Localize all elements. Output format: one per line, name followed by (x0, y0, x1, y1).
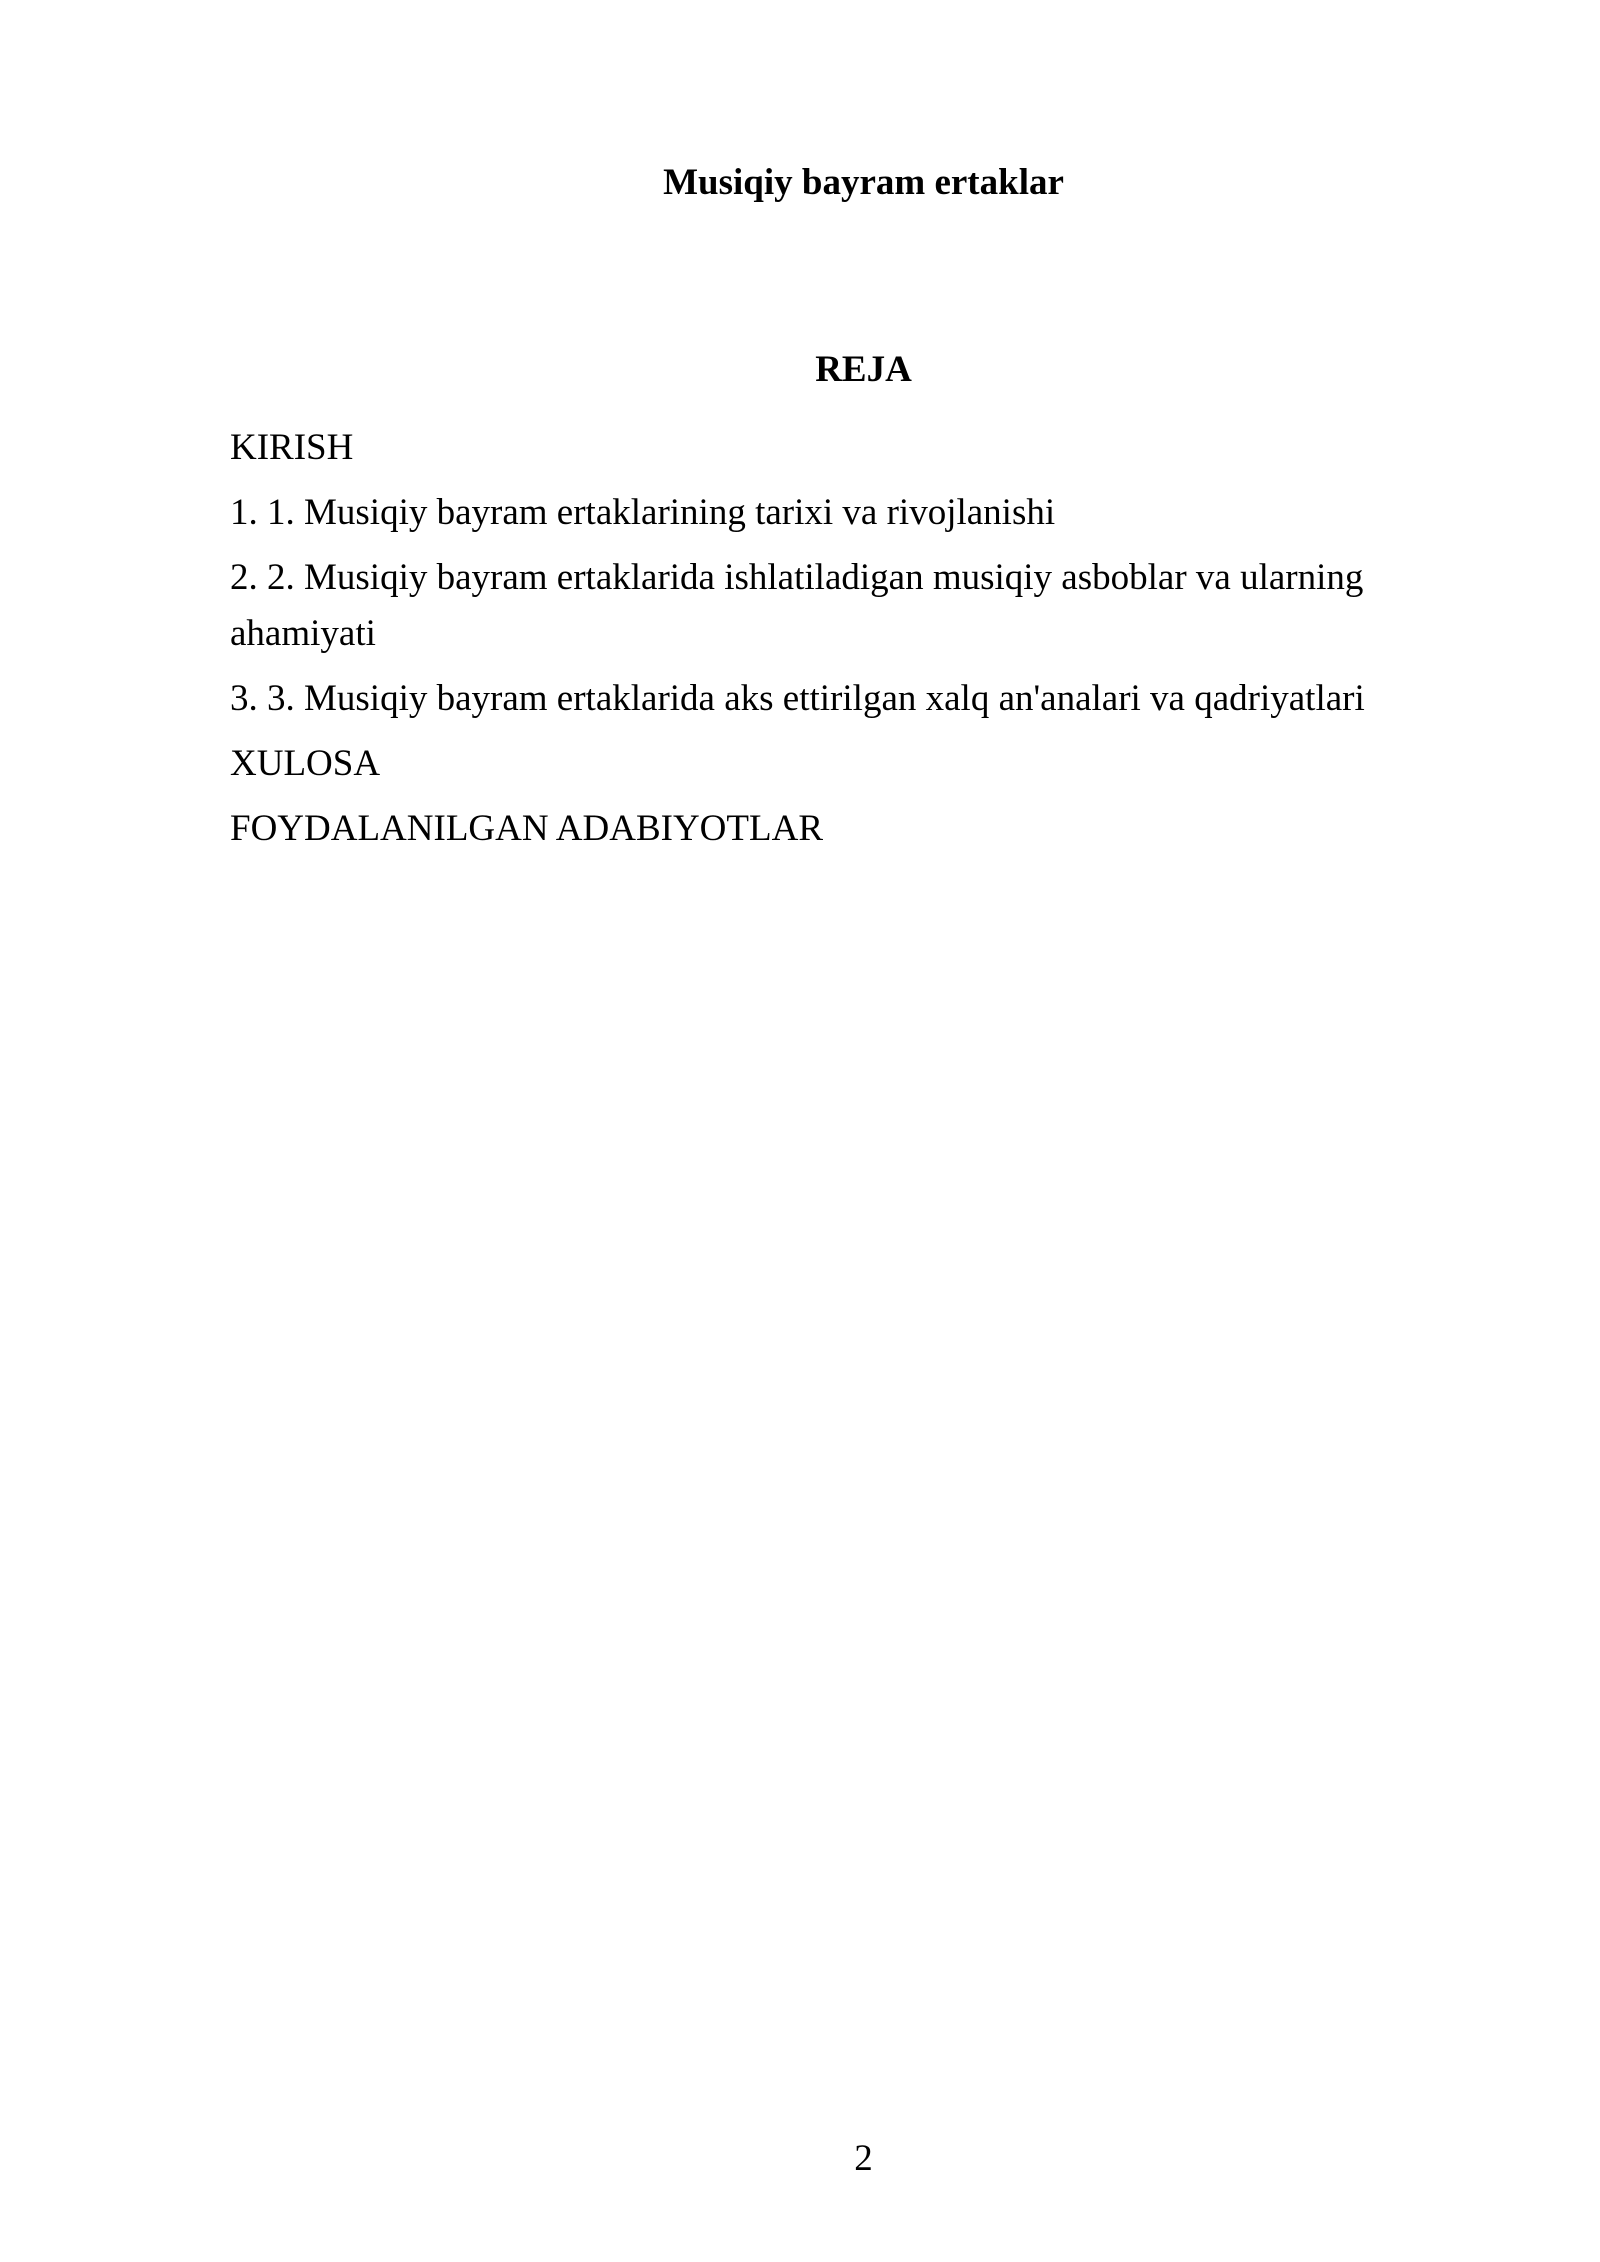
toc-item-references: FOYDALANILGAN ADABIYOTLAR (230, 808, 823, 849)
toc-item-introduction: KIRISH (230, 427, 354, 468)
toc-item-conclusion: XULOSA (230, 743, 381, 784)
plan-heading: REJA (815, 349, 912, 390)
toc-item-chapter-2: 2. 2. Musiqiy bayram ertaklarida ishlatiladigan musiqiy asboblar va ularning ahamiyati (230, 557, 1364, 654)
table-of-contents (230, 420, 1400, 866)
page-number: 2 (854, 2138, 873, 2179)
toc-item-chapter-1: 1. 1. Musiqiy bayram ertaklarining tarixi va rivojlanishi (230, 492, 1056, 533)
document-title: Musiqiy bayram ertaklar (663, 162, 1064, 203)
toc-item-chapter-3: 3. 3. Musiqiy bayram ertaklarida aks ettirilgan xalq an'analari va qadriyatlari (230, 678, 1365, 719)
